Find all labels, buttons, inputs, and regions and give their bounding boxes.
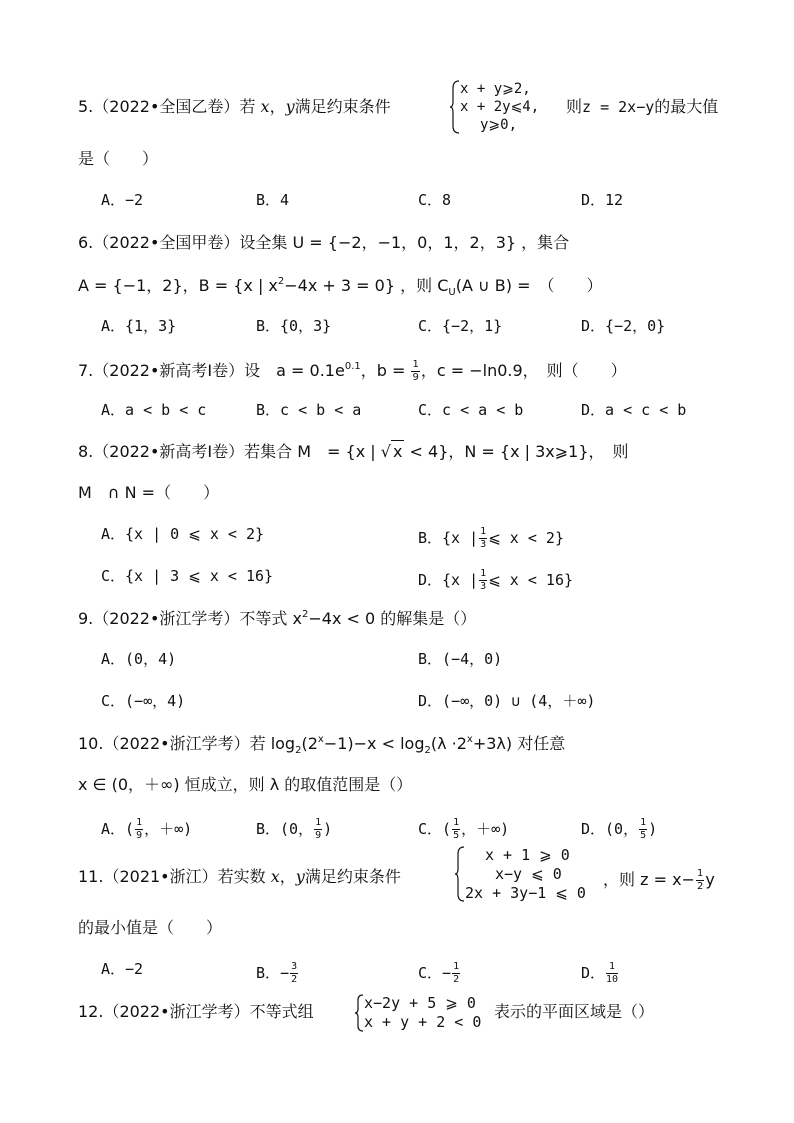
q9-option-a: A．(0，4) xyxy=(101,650,177,668)
sqrt-symbol: √ x xyxy=(380,442,403,461)
q6-option-d: D．{−2，0} xyxy=(581,317,666,335)
q7-option-d: D．a < c < b xyxy=(581,401,687,419)
q11-objective: ，则 z = x− $\frac{1}{2}$ y xyxy=(603,868,715,892)
q10-option-b: B．(0， $\frac{1}{9}$ ) xyxy=(256,817,333,841)
q5-option-d: D．12 xyxy=(581,191,624,209)
q11-option-a: A．−2 xyxy=(101,960,144,978)
q10-line2: x ∈ (0，＋∞) 恒成立，则 λ 的取值范围是（） xyxy=(78,775,413,794)
q10-option-d: D．(0， $\frac{1}{5}$ ) xyxy=(581,817,658,841)
q8-line2: M ∩ N =（ ） xyxy=(78,483,220,502)
q12-constraint-2: x + y + 2 < 0 xyxy=(364,1013,482,1031)
left-brace-icon xyxy=(355,994,364,1032)
q5-line1: 5.（2022•全国乙卷）若 x，y满足约束条件 xyxy=(78,97,391,116)
q6-option-a: A．{1，3} xyxy=(101,317,177,335)
q5-constraint-system xyxy=(450,80,560,136)
q9-line1: 9.（2022•浙江学考）不等式 $x^2-4x < 0$ 的解集是（） xyxy=(78,609,477,628)
q10-option-a: A．( $\frac{1}{9}$ ，＋∞) xyxy=(101,817,193,841)
q12-constraint-1: x−2y + 5 ⩾ 0 xyxy=(364,994,476,1012)
left-brace-icon xyxy=(455,846,465,902)
q5-objective: 则z = 2x−y的最大值 xyxy=(566,97,719,116)
q7-option-b: B．c < b < a xyxy=(256,401,362,419)
left-brace-icon xyxy=(450,80,460,134)
q11-constraint-3: 2x + 3y−1 ⩽ 0 xyxy=(465,884,586,902)
q5-option-b: B．4 xyxy=(256,191,290,209)
q5-constraint-3: y⩾0, xyxy=(480,117,518,133)
q7-option-c: C．c < a < b xyxy=(418,401,524,419)
q8-option-b: B．{x | $\frac{1}{3}$ ⩽ x < 2} xyxy=(418,526,564,550)
q11-option-b: B．− $\frac{3}{2}$ xyxy=(256,961,298,985)
q5-option-c: C．8 xyxy=(418,191,452,209)
q8-option-d: D．{x | $\frac{1}{3}$ ⩽ x < 16} xyxy=(418,568,574,592)
q5-line2: 是（ ） xyxy=(78,149,159,168)
q7-line1: 7.（2022•新高考Ⅰ卷）设 $a = 0.1e^{0.1}$，b = $\frac{1}{9}$ ，c = −ln0.9， 则（ ） xyxy=(78,359,627,383)
q6-option-c: C．{−2，1} xyxy=(418,317,503,335)
q11-constraint-2: x−y ⩽ 0 xyxy=(495,865,562,883)
radical-icon: √ xyxy=(380,442,391,461)
q10-line1: 10.（2022•浙江学考）若 $\log_2(2^x-1)-x < \log_2(\lambda \cdot 2^x+3\lambda)$ 对任意 xyxy=(78,734,566,756)
q6-line1: 6.（2022•全国甲卷）设全集 U = {−2，−1，0，1，2，3} ，集合 xyxy=(78,233,570,252)
q12-line1: 12.（2022•浙江学考）不等式组 xyxy=(78,1002,314,1021)
q5-option-a: A．−2 xyxy=(101,191,144,209)
q9-option-b: B．(−4，0) xyxy=(418,650,503,668)
q11-constraint-system xyxy=(455,846,615,904)
q8-option-a: A．{x | 0 ⩽ x < 2} xyxy=(101,525,265,543)
q8-option-c: C．{x | 3 ⩽ x < 16} xyxy=(101,567,274,585)
q11-line1: 11.（2021•浙江）若实数 x，y满足约束条件 xyxy=(78,867,401,886)
q11-line2: 的最小值是（ ） xyxy=(78,918,223,937)
q12-constraint-system xyxy=(355,994,495,1034)
q9-option-c: C．(−∞，4) xyxy=(101,692,186,710)
q5-constraint-2: x + 2y⩽4, xyxy=(460,99,540,115)
q7-option-a: A．a < b < c xyxy=(101,401,207,419)
q11-option-c: C．− $\frac{1}{2}$ xyxy=(418,961,460,985)
q6-option-b: B．{0，3} xyxy=(256,317,332,335)
q5-constraint-1: x + y⩾2, xyxy=(460,81,531,97)
fraction-one-ninth: $\frac{1}{9}$ xyxy=(412,359,419,383)
q9-option-d: D．(−∞，0) ∪ (4，＋∞) xyxy=(418,692,596,710)
q11-constraint-1: x + 1 ⩾ 0 xyxy=(485,846,570,864)
q8-line1: 8.（2022•新高考Ⅰ卷）若集合 M = {x | √ x < 4}，N = {x | 3x⩾1}， 则 xyxy=(78,442,629,461)
q5-source: （2022•全国乙卷） xyxy=(93,97,240,116)
q11-option-d: D． $\frac{1}{10}$ xyxy=(581,961,619,985)
q12-line1-tail: 表示的平面区域是（） xyxy=(494,1002,655,1021)
q10-option-c: C．( $\frac{1}{5}$ ，＋∞) xyxy=(418,817,510,841)
q6-line2: A = {−1，2}，B = {x | $x^2-4x + 3 = 0$} ，则 $C_U(A$ ∪ B) = （ ） xyxy=(78,276,603,298)
q5-number: 5. xyxy=(78,97,94,116)
